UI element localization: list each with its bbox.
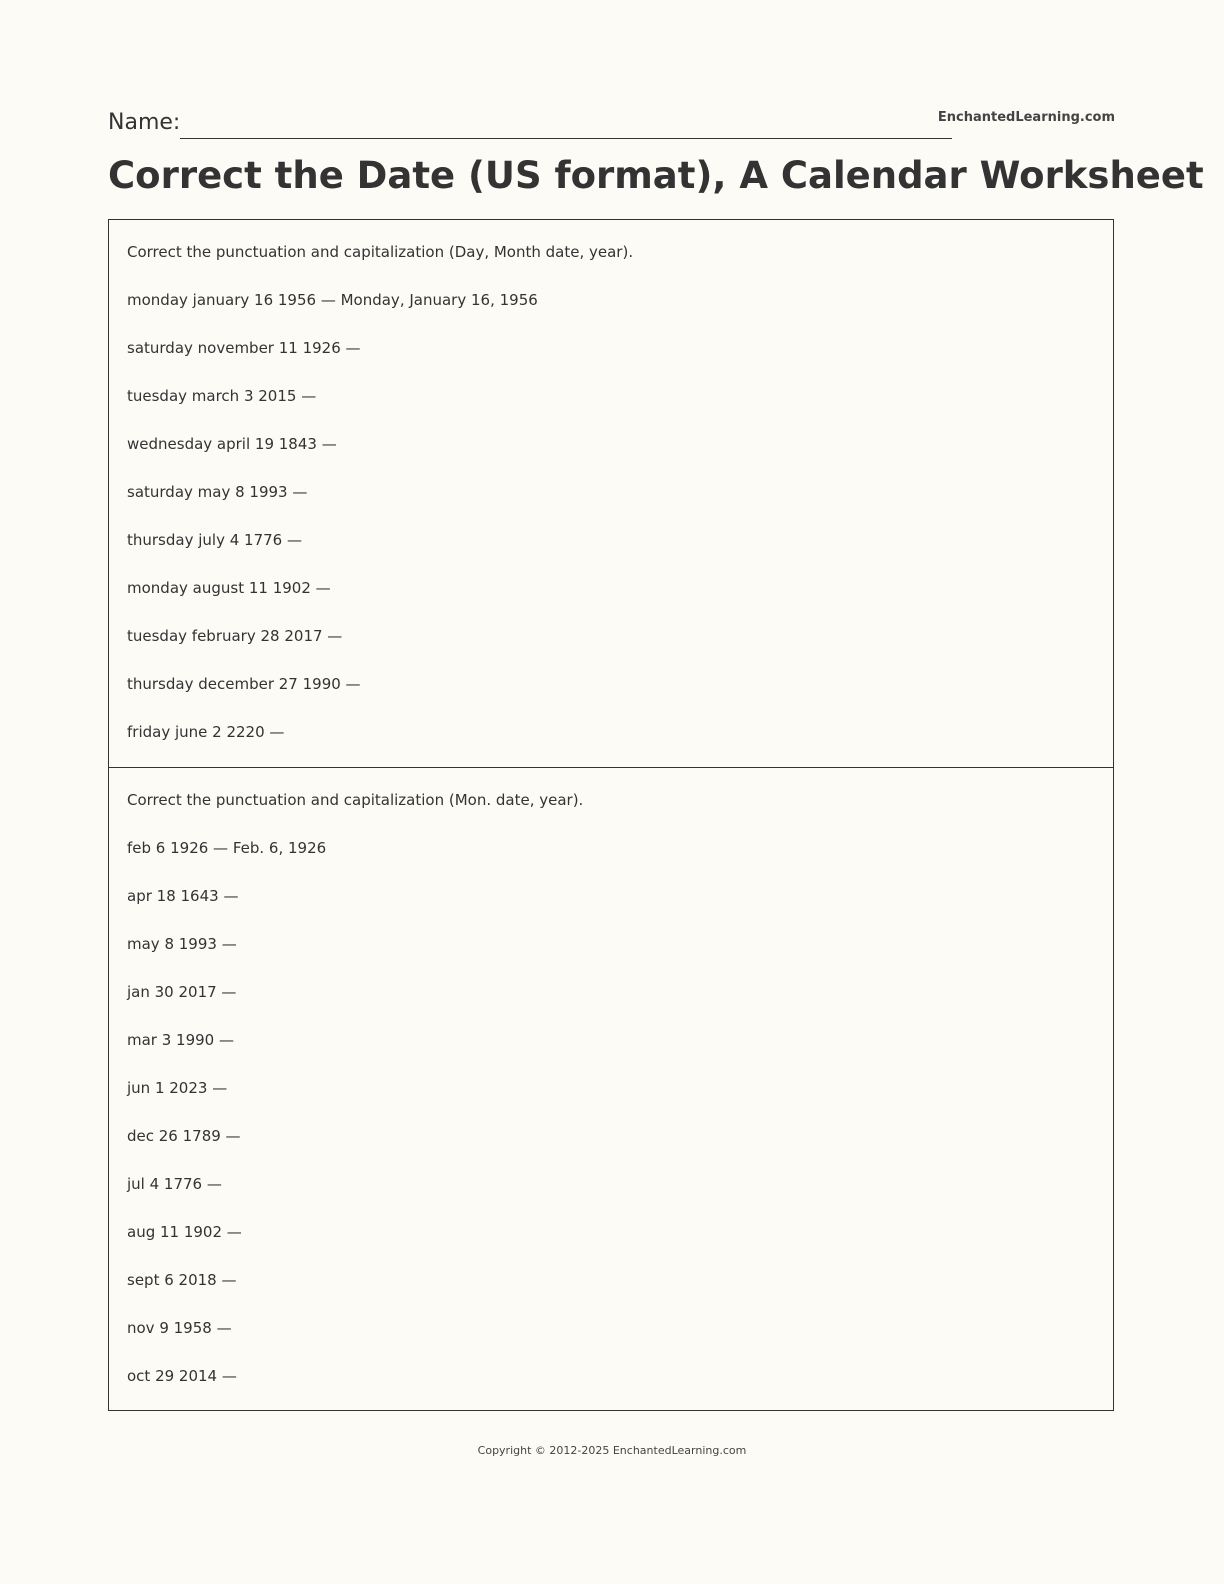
date-item: saturday november 11 1926 — — [127, 339, 361, 357]
date-item: aug 11 1902 — — [127, 1223, 242, 1241]
date-item: thursday december 27 1990 — — [127, 675, 361, 693]
name-label: Name: — [108, 110, 181, 135]
section-instruction: Correct the punctuation and capitalization (Mon. date, year). — [127, 791, 584, 809]
date-item: monday august 11 1902 — — [127, 579, 331, 597]
date-item: monday january 16 1956 — Monday, January 16, 1956 — [127, 291, 538, 309]
date-item: feb 6 1926 — Feb. 6, 1926 — [127, 839, 327, 857]
date-item: sept 6 2018 — — [127, 1271, 237, 1289]
date-item: jun 1 2023 — — [127, 1079, 228, 1097]
date-item: tuesday february 28 2017 — — [127, 627, 343, 645]
date-item: thursday july 4 1776 — — [127, 531, 302, 549]
date-item: jul 4 1776 — — [127, 1175, 222, 1193]
date-item: tuesday march 3 2015 — — [127, 387, 317, 405]
name-row — [108, 108, 1115, 144]
date-item: oct 29 2014 — — [127, 1367, 237, 1385]
page-title: Correct the Date (US format), A Calendar Worksheet — [108, 154, 1204, 197]
copyright-footer: Copyright © 2012-2025 EnchantedLearning.com — [477, 1444, 747, 1457]
date-item: wednesday april 19 1843 — — [127, 435, 337, 453]
site-brand: EnchantedLearning.com — [937, 110, 1115, 125]
date-item: saturday may 8 1993 — — [127, 483, 308, 501]
date-item: jan 30 2017 — — [127, 983, 237, 1001]
section-instruction: Correct the punctuation and capitalization (Day, Month date, year). — [127, 243, 634, 261]
date-item: dec 26 1789 — — [127, 1127, 241, 1145]
worksheet-box — [108, 219, 1114, 1411]
name-input-line[interactable] — [180, 138, 952, 139]
date-item: friday june 2 2220 — — [127, 723, 285, 741]
section-day-month-date-year — [109, 220, 1113, 767]
date-item: apr 18 1643 — — [127, 887, 239, 905]
date-item: may 8 1993 — — [127, 935, 237, 953]
date-item: mar 3 1990 — — [127, 1031, 234, 1049]
section-mon-date-year — [109, 767, 1113, 1410]
date-item: nov 9 1958 — — [127, 1319, 232, 1337]
